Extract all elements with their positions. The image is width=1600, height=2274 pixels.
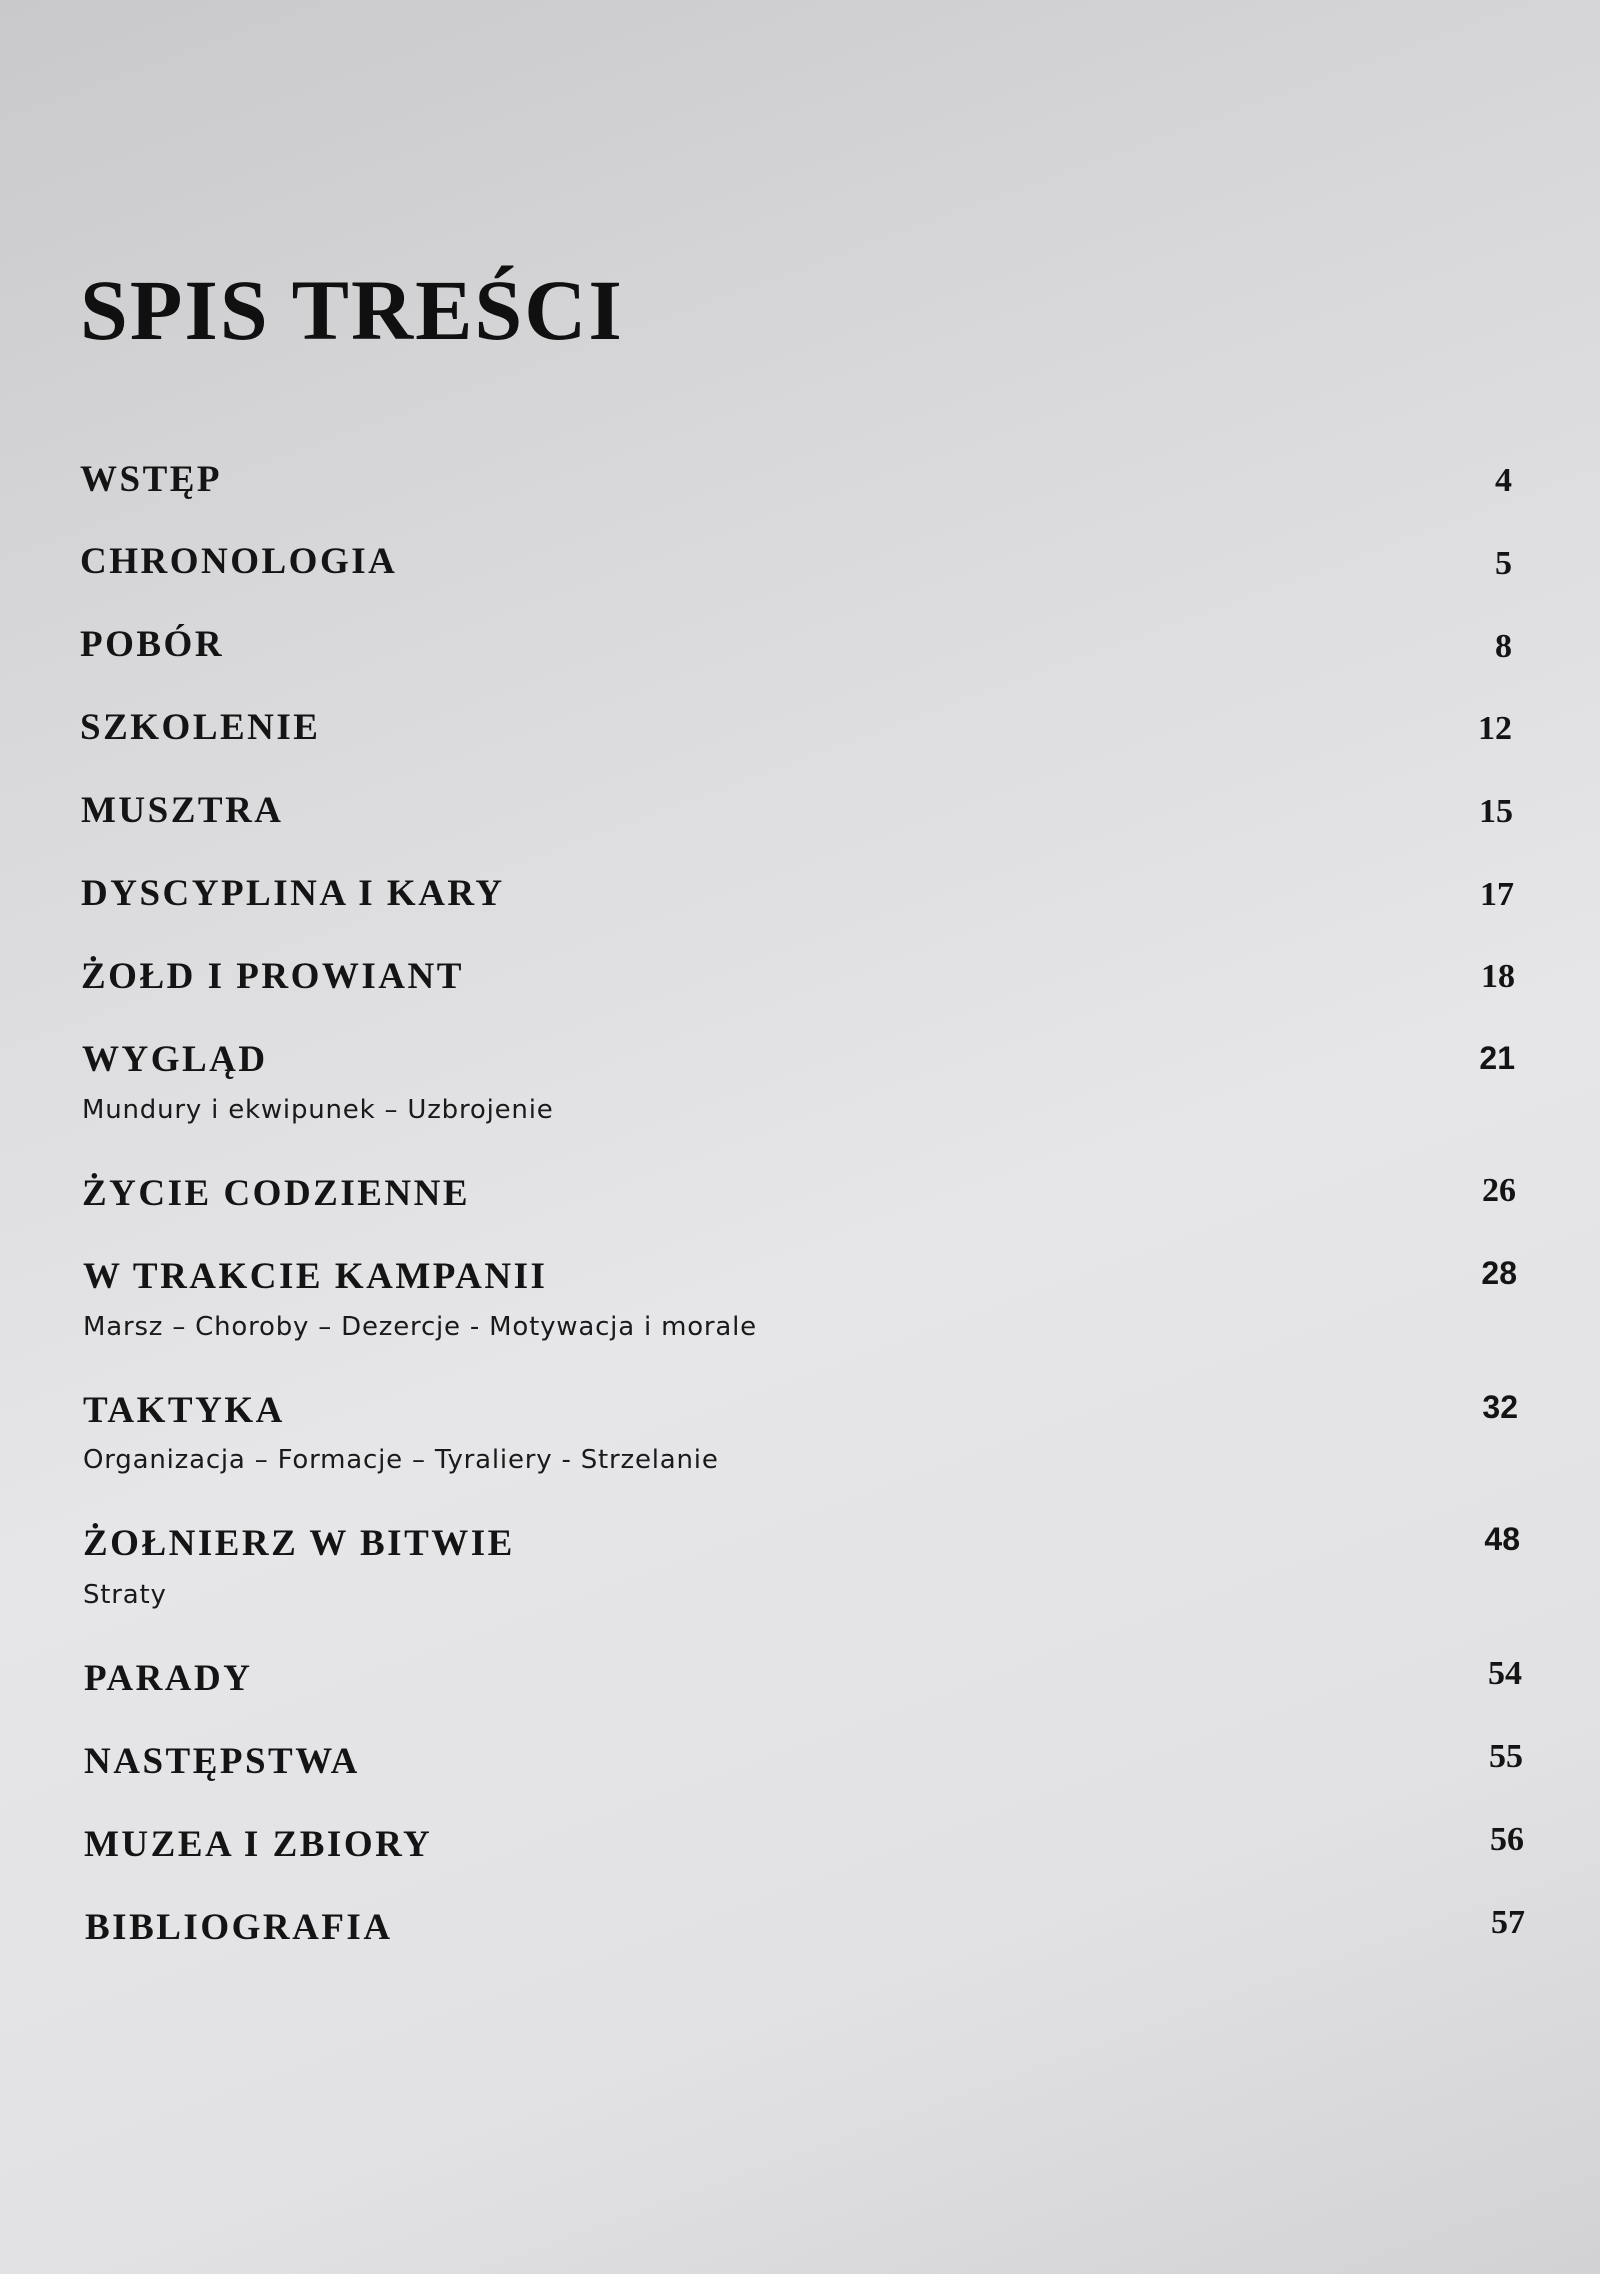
toc-entry-title: PARADY	[84, 1658, 253, 1699]
toc-entry-page: 8	[1495, 628, 1512, 665]
toc-entry-subtitle: Organizacja – Formacje – Tyraliery - Strzelanie	[83, 1445, 719, 1475]
toc-entry-page: 55	[1489, 1738, 1523, 1775]
toc-entry-page: 15	[1479, 793, 1513, 830]
toc-entry-page: 26	[1482, 1172, 1516, 1209]
page-title: SPIS TREŚCI	[80, 262, 624, 358]
toc-entry-page: 56	[1490, 1821, 1524, 1858]
toc-entry-title: WSTĘP	[80, 459, 223, 500]
toc-entry-subtitle: Marsz – Choroby – Dezercje - Motywacja i morale	[83, 1312, 757, 1342]
toc-entry-page: 32	[1482, 1389, 1518, 1425]
toc-entry-title: ŻOŁD I PROWIANT	[81, 956, 464, 997]
toc-entry-title: W TRAKCIE KAMPANII	[83, 1256, 548, 1297]
toc-entry-title: SZKOLENIE	[80, 707, 321, 748]
toc-entry-page: 5	[1495, 545, 1512, 582]
toc-entry-title: MUSZTRA	[81, 790, 284, 831]
toc-entry-page: 18	[1481, 958, 1515, 995]
toc-entry-page: 28	[1481, 1255, 1517, 1291]
toc-entry-title: ŻOŁNIERZ W BITWIE	[83, 1523, 515, 1564]
toc-entry-subtitle: Straty	[83, 1580, 167, 1610]
toc-entry-page: 12	[1478, 710, 1512, 747]
toc-entry-title: WYGLĄD	[82, 1039, 268, 1080]
toc-entry-title: NASTĘPSTWA	[84, 1741, 360, 1782]
toc-entry-page: 4	[1495, 462, 1512, 499]
toc-entry-title: ŻYCIE CODZIENNE	[82, 1173, 471, 1214]
toc-entry-title: DYSCYPLINA I KARY	[81, 873, 505, 914]
toc-entry-page: 57	[1491, 1904, 1525, 1941]
toc-entry-title: POBÓR	[80, 624, 225, 665]
toc-entry-title: CHRONOLOGIA	[80, 541, 398, 582]
toc-entry-page: 54	[1488, 1655, 1522, 1692]
toc-entry-page: 21	[1479, 1040, 1515, 1076]
toc-entry-title: TAKTYKA	[83, 1390, 285, 1431]
toc-entry-title: BIBLIOGRAFIA	[85, 1907, 393, 1948]
toc-entry-title: MUZEA I ZBIORY	[84, 1824, 433, 1865]
toc-entry-page: 17	[1480, 876, 1514, 913]
toc-entry-page: 48	[1484, 1521, 1520, 1557]
toc-entry-subtitle: Mundury i ekwipunek – Uzbrojenie	[82, 1095, 554, 1125]
